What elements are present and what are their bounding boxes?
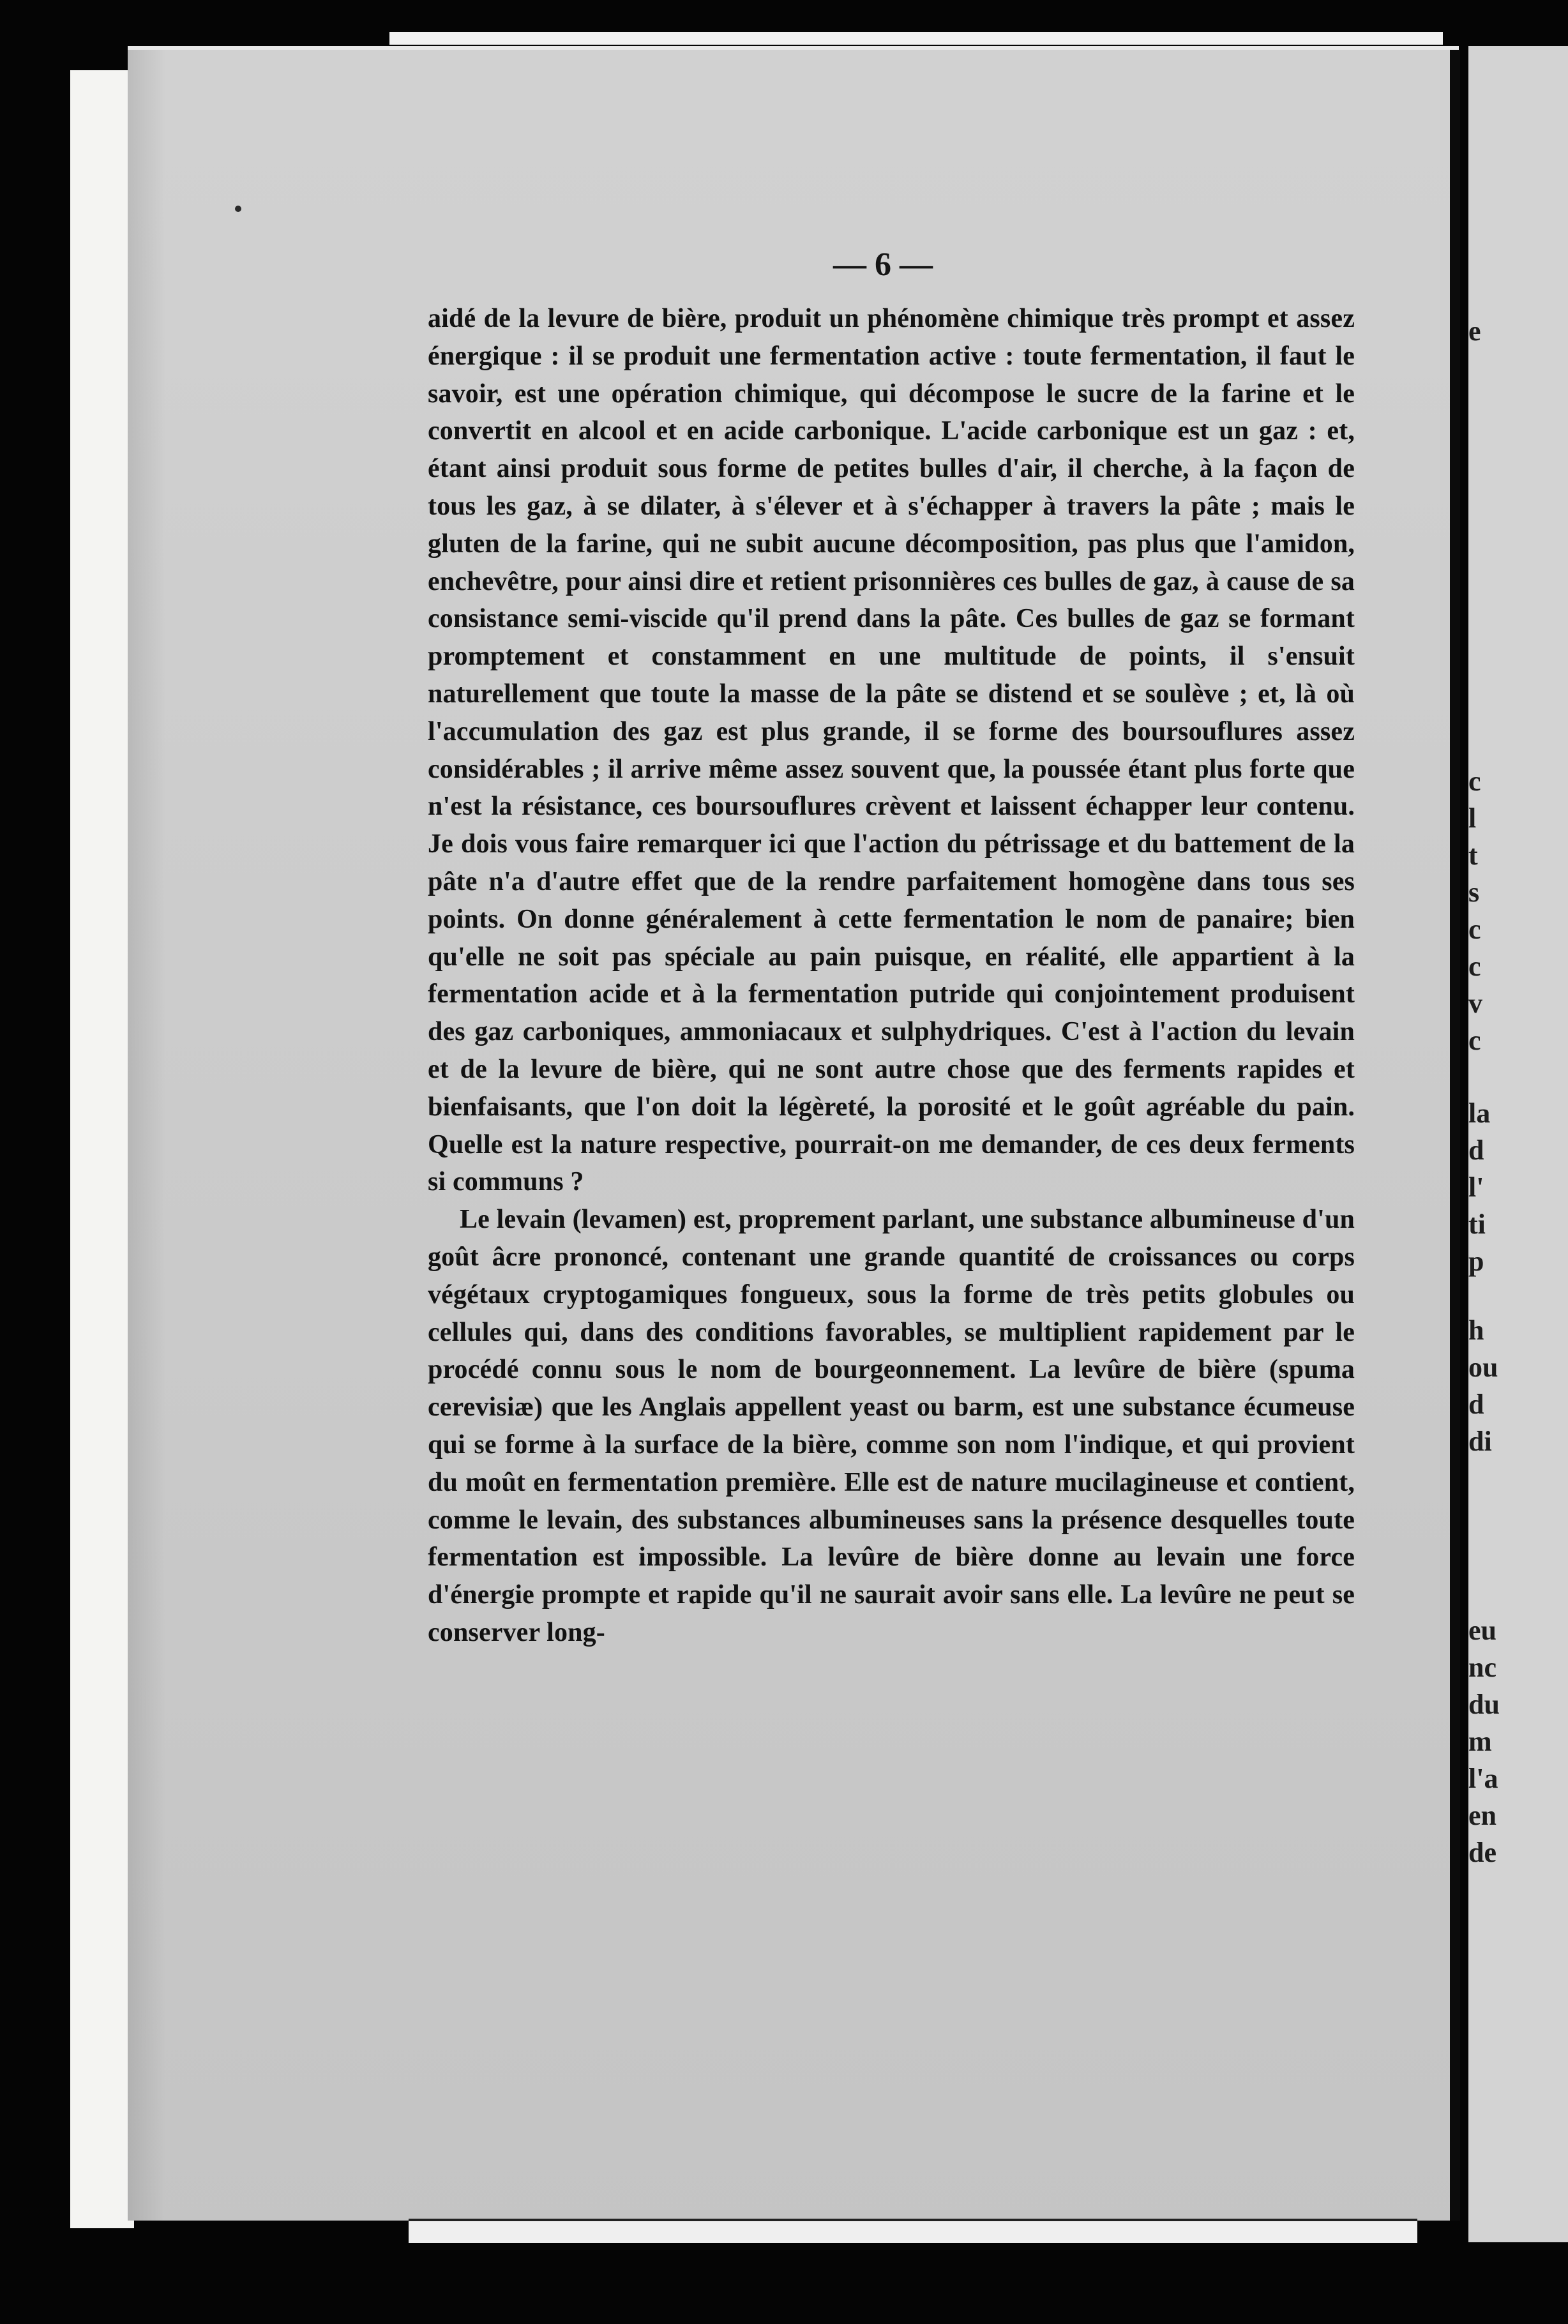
scan-speck — [235, 206, 241, 212]
adjacent-page-fragment: de — [1468, 1837, 1496, 1868]
adjacent-page-fragment: ou — [1468, 1352, 1498, 1383]
adjacent-page-fragment: ti — [1468, 1209, 1486, 1240]
adjacent-page-fragment: nc — [1468, 1652, 1496, 1683]
adjacent-page-fragment: v — [1468, 988, 1482, 1019]
adjacent-page-fragment: l — [1468, 803, 1477, 834]
adjacent-page-fragment: d — [1468, 1135, 1484, 1166]
paragraph: aidé de la levure de bière, produit un phénomène chimique très prompt et assez énergique : il se produit une fermentation active : toute fermentation, il faut le savoir, est une opération chimique, qui décompose le sucre de la farine et le convertit en alcool et en acide carbonique. L'acide carbonique est un gaz : et, étant ainsi produit sous forme de petites bulles d'air, il cherche, à la façon de tous les gaz, à se dilater, à s'élever et à s'échapper à travers la pâte ; mais le gluten de la farine, qui ne subit aucune décomposition, pas plus que l'amidon, enchevêtre, pour ainsi dire et retient prisonnières ces bulles de gaz, à cause de sa consistance semi-viscide qu'il prend dans la pâte. Ces bulles de gaz se formant promptement et constamment en une multitude de points, il s'ensuit naturellement que toute la masse de la pâte se distend et se soulève ; et, là où l'accumulation des gaz est plus grande, il se forme des boursouflures assez considérables ; il arrive même assez souvent que, la poussée étant plus forte que n'est la résistance, ces boursouflures crèvent et laissent échapper leur contenu. Je dois vous faire remarquer ici que l'action du pétrissage et du battement de la pâte n'a d'autre effet que de la rendre parfaitement homogène dans tous ses points. On donne généralement à cette fermentation le nom de panaire; bien qu'elle ne soit pas spéciale au pain puisque, en réalité, elle appartient à la fermentation acide et à la fermentation putride qui conjointement produisent des gaz carboniques, ammoniacaux et sulphydriques. C'est à l'action du levain et de la levure de bière, qui ne sont autre chose que des ferments rapides et bienfaisants, que l'on doit la légèreté, la porosité et le goût agréable du pain. Quelle est la nature respective, pourrait-on me demander, de ces deux ferments si communs ? — [428, 304, 1355, 1197]
adjacent-page-fragment: c — [1468, 766, 1481, 797]
adjacent-page-fragment: c — [1468, 914, 1481, 945]
adjacent-page-fragment: p — [1468, 1246, 1484, 1277]
adjacent-page-fragment: m — [1468, 1726, 1492, 1757]
paragraph: Le levain (levamen) est, proprement parlant, une substance albumineuse d'un goût âcre prononcé, contenant une grande quantité de croissances ou corps végétaux cryptogamiques fongueux, sous la forme de très petits globules ou cellules qui, dans des conditions favorables, se multiplient rapidement par le procédé connu sous le nom de bourgeonnement. La levûre de bière (spuma cerevisiæ) que les Anglais appellent yeast ou barm, est une substance écumeuse qui se forme à la surface de la bière, comme son nom l'indique, et qui provient du moût en fermentation première. Elle est de nature mucilagineuse et contient, comme le levain, des substances albumineuses sans la présence desquelles toute fermentation est impossible. La levûre de bière donne au levain une force d'énergie prompte et rapide qu'il ne saurait avoir sans elle. La levûre ne peut se conserver long- — [428, 1205, 1355, 1647]
adjacent-page-fragment: la — [1468, 1098, 1491, 1129]
adjacent-page-fragment: en — [1468, 1800, 1496, 1831]
page-number: — 6 — — [833, 246, 933, 283]
adjacent-page-fragment: l'a — [1468, 1763, 1498, 1794]
adjacent-page-fragment: du — [1468, 1689, 1500, 1720]
adjacent-page-fragment: eu — [1468, 1615, 1496, 1646]
adjacent-page-fragment: e — [1468, 315, 1481, 347]
adjacent-page-fragment: c — [1468, 951, 1481, 982]
adjacent-page-fragment: t — [1468, 840, 1478, 871]
adjacent-page-fragment: di — [1468, 1426, 1492, 1457]
body-text — [428, 300, 1355, 1652]
adjacent-page-fragment: l' — [1468, 1172, 1484, 1203]
adjacent-page — [1468, 46, 1568, 2242]
scan-left-paper-strip — [70, 70, 134, 2228]
scan-bottom-paper-edge — [409, 2219, 1417, 2243]
page-fold-edge — [1450, 50, 1460, 2221]
adjacent-page-fragment: c — [1468, 1025, 1481, 1056]
adjacent-page-fragment: d — [1468, 1389, 1484, 1420]
adjacent-page-fragment: h — [1468, 1315, 1484, 1346]
scan-top-paper-edge — [389, 32, 1443, 45]
adjacent-page-fragment: s — [1468, 877, 1480, 908]
